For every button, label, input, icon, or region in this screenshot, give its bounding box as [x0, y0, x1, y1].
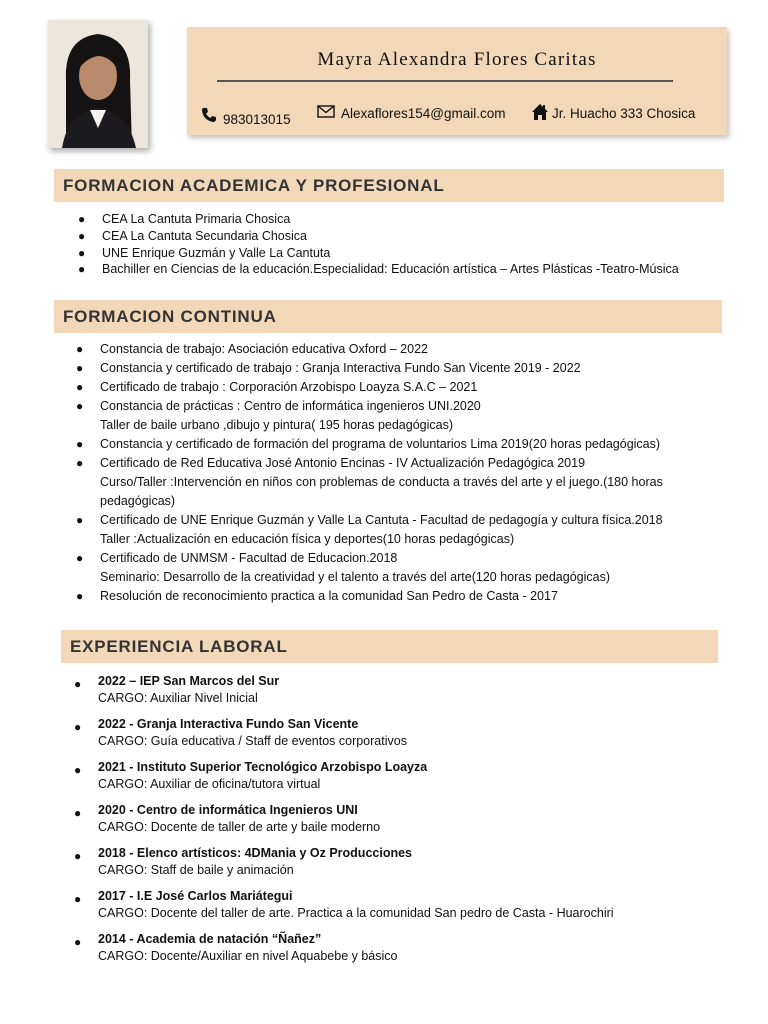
formacion-continua-list — [76, 340, 700, 606]
section-title: EXPERIENCIA LABORAL — [70, 636, 288, 656]
job-role: CARGO: Docente del taller de arte. Practica a la comunidad San pedro de Casta - Huarochiri — [98, 905, 614, 920]
job-role: CARGO: Staff de baile y animación — [98, 862, 294, 877]
list-item: ● Resolución de reconocimiento practica a la comunidad San Pedro de Casta - 2017 — [76, 589, 558, 603]
list-item: ● CEA La Cantuta Secundaria Chosica — [78, 228, 307, 243]
job-role: CARGO: Auxiliar Nivel Inicial — [98, 690, 258, 705]
list-item: ● 2018 - Elenco artísticos: 4DMania y Oz Producciones CARGO: Staff de baile y animación — [98, 845, 698, 879]
list-item: ● 2020 - Centro de informática Ingenieros UNI CARGO: Docente de taller de arte y baile moderno — [98, 802, 698, 836]
email-address[interactable]: Alexaflores154@gmail.com — [341, 105, 506, 121]
address-contact — [531, 103, 695, 124]
envelope-icon — [317, 105, 335, 121]
list-item: ● Certificado de UNMSM - Facultad de Educacion.2018 Seminario: Desarrollo de la creatividad y el talento a través del arte(120 horas pedagógicas) — [76, 551, 611, 584]
section-title: FORMACION ACADEMICA Y PROFESIONAL — [63, 175, 445, 195]
job-role: CARGO: Docente/Auxiliar en nivel Aquabebe y básico — [98, 948, 398, 963]
list-item: ● Bachiller en Ciencias de la educación.Especialidad: Educación artística – Artes Plásticas -Teatro-Música — [78, 262, 679, 277]
phone-icon — [201, 107, 217, 126]
section-title: FORMACION CONTINUA — [63, 306, 277, 326]
section-formacion-academica-header — [54, 169, 724, 202]
house-icon — [531, 103, 549, 124]
job-title: 2017 - I.E José Carlos Mariátegui — [98, 888, 293, 903]
email-contact — [317, 105, 506, 121]
job-title: 2020 - Centro de informática Ingenieros UNI — [98, 802, 358, 817]
profile-photo — [48, 20, 148, 148]
list-item: ● 2014 - Academia de natación “Ñañez” CARGO: Docente/Auxiliar en nivel Aquabebe y básico — [98, 931, 698, 965]
list-item: ● Constancia de prácticas : Centro de informática ingenieros UNI.2020 Taller de baile urbano ,dibujo y pintura( 195 horas pedagógicas) — [76, 399, 481, 432]
section-formacion-continua-header — [54, 300, 722, 333]
job-title: 2014 - Academia de natación “Ñañez” — [98, 931, 322, 946]
job-role: CARGO: Guía educativa / Staff de eventos corporativos — [98, 733, 407, 748]
list-item: ● 2022 – IEP San Marcos del Sur CARGO: Auxiliar Nivel Inicial — [98, 673, 698, 707]
list-item: ● 2022 - Granja Interactiva Fundo San Vicente CARGO: Guía educativa / Staff de eventos corporativos — [98, 716, 698, 750]
job-role: CARGO: Docente de taller de arte y baile moderno — [98, 819, 381, 834]
list-item: ● Certificado de Red Educativa José Antonio Encinas - IV Actualización Pedagógica 2019 Curso/Taller :Intervención en niños con problemas de conducta a través del arte y el juego.(180 horas pedagógicas) — [76, 456, 663, 508]
list-item: ● Constancia de trabajo: Asociación educativa Oxford – 2022 — [76, 342, 428, 356]
formacion-academica-list — [78, 211, 679, 278]
job-title: 2018 - Elenco artísticos: 4DMania y Oz Producciones — [98, 845, 412, 860]
phone-number: 983013015 — [223, 112, 291, 127]
candidate-name: Mayra Alexandra Flores Caritas — [317, 49, 597, 70]
name-divider — [217, 80, 673, 82]
phone-contact — [201, 106, 291, 127]
list-item: ● CEA La Cantuta Primaria Chosica — [78, 212, 291, 226]
job-title: 2021 - Instituto Superior Tecnológico Arzobispo Loayza — [98, 759, 428, 774]
list-item: ● Constancia y certificado de trabajo : Granja Interactiva Fundo San Vicente 2019 - 2022 — [76, 361, 581, 375]
header-card — [187, 27, 727, 135]
list-item: ● Constancia y certificado de formación del programa de voluntarios Lima 2019(20 horas pedagógicas) — [76, 437, 661, 451]
job-role: CARGO: Auxiliar de oficina/tutora virtual — [98, 776, 321, 791]
section-experiencia-header — [61, 630, 718, 663]
job-title: 2022 – IEP San Marcos del Sur — [98, 674, 280, 688]
job-title: 2022 - Granja Interactiva Fundo San Vicente — [98, 716, 359, 731]
list-item: ● 2021 - Instituto Superior Tecnológico Arzobispo Loayza CARGO: Auxiliar de oficina/tutora virtual — [98, 759, 698, 793]
list-item: ● Certificado de trabajo : Corporación Arzobispo Loayza S.A.C – 2021 — [76, 380, 478, 394]
list-item: ● Certificado de UNE Enrique Guzmán y Valle La Cantuta - Facultad de pedagogía y cultura física.2018 Taller :Actualización en educación física y deportes(10 horas pedagógicas) — [76, 513, 663, 546]
address-text: Jr. Huacho 333 Chosica — [552, 106, 696, 121]
list-item: ● UNE Enrique Guzmán y Valle La Cantuta — [78, 245, 331, 260]
profile-photo-image — [48, 20, 148, 148]
experiencia-list — [74, 673, 698, 974]
list-item: ● 2017 - I.E José Carlos Mariátegui CARGO: Docente del taller de arte. Practica a la comunidad San pedro de Casta - Huarochiri — [98, 888, 698, 922]
